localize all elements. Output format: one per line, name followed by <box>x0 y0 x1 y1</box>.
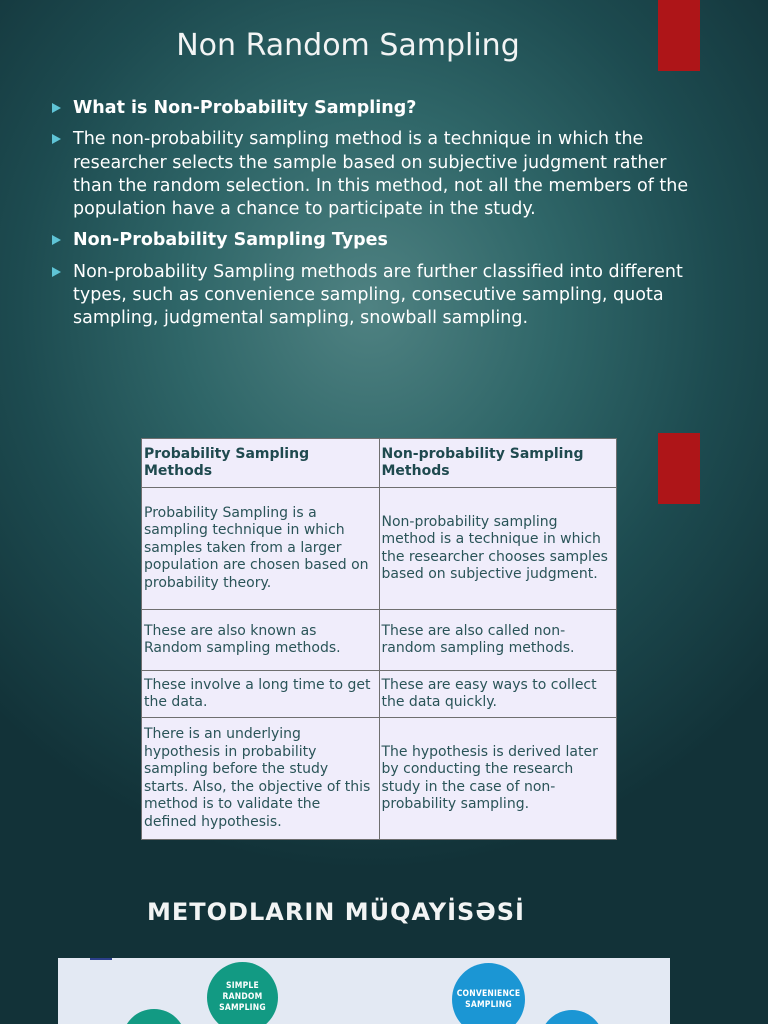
table-row <box>142 610 617 671</box>
accent-bar-middle <box>658 433 700 504</box>
diagram-node-simple-random <box>207 962 278 1024</box>
diagram-node-partial <box>540 1010 604 1024</box>
table-cell: These are also known as Random sampling methods. <box>142 610 380 671</box>
diagram-node-convenience <box>452 963 525 1024</box>
bullet-item <box>50 229 710 252</box>
triangle-bullet-icon <box>52 103 61 113</box>
bullet-text: The non-probability sampling method is a technique in which the researcher selects the sample based on subjective judgment rather than the random selection. In this method, not all the members of the population have a chance to participate in the study. <box>73 129 689 220</box>
triangle-bullet-icon <box>52 235 61 245</box>
table-row <box>142 488 617 610</box>
table-cell: There is an underlying hypothesis in probability sampling before the study starts. Also, the objective of this method is to validate the defined hypothesis. <box>142 718 380 840</box>
sampling-methods-diagram <box>58 958 670 1024</box>
bullet-text: What is Non-Probability Sampling? <box>73 98 417 118</box>
table-header-cell: Probability Sampling Methods <box>142 439 380 488</box>
table-row <box>142 718 617 840</box>
table-header-cell: Non-probability Sampling Methods <box>379 439 617 488</box>
slide-title: Non Random Sampling <box>176 28 520 63</box>
bullet-item <box>50 128 710 221</box>
bullet-text: Non-probability Sampling methods are further classified into different types, such as convenience sampling, consecutive sampling, quota sampling, judgmental sampling, snowball sampling. <box>73 261 683 329</box>
diagram-node-label: SIMPLE RANDOM SAMPLING <box>219 981 266 1013</box>
diagram-node-partial <box>122 1009 186 1024</box>
bullet-text: Non-Probability Sampling Types <box>73 230 388 251</box>
table-cell: Non-probability sampling method is a technique in which the researcher chooses samples based on subjective judgment. <box>379 488 617 610</box>
bullet-list <box>50 97 710 339</box>
table-cell: These involve a long time to get the data. <box>142 671 380 718</box>
triangle-bullet-icon <box>52 134 61 144</box>
section-subtitle: METODLARIN MÜQAYİSƏSİ <box>147 898 525 926</box>
table-cell: These are easy ways to collect the data quickly. <box>379 671 617 718</box>
table-cell: The hypothesis is derived later by conducting the research study in the case of non-probability sampling. <box>379 718 617 840</box>
table-row <box>142 671 617 718</box>
triangle-bullet-icon <box>52 267 61 277</box>
table-cell: Probability Sampling is a sampling technique in which samples taken from a larger population are chosen based on probability theory. <box>142 488 380 610</box>
table-header-row <box>142 439 617 488</box>
diagram-corner-mark <box>90 958 112 960</box>
bullet-item <box>50 261 710 331</box>
comparison-table <box>141 438 617 840</box>
bullet-item <box>50 97 710 120</box>
diagram-node-label: CONVENIENCE SAMPLING <box>456 988 521 1010</box>
table-cell: These are also called non-random sampling methods. <box>379 610 617 671</box>
